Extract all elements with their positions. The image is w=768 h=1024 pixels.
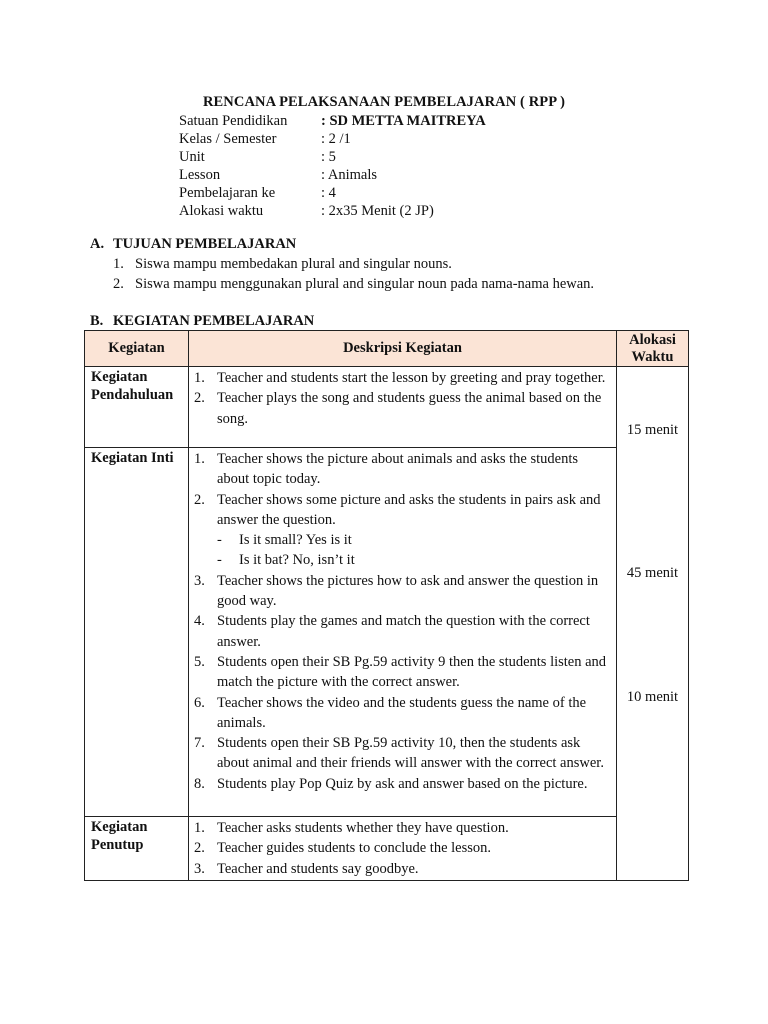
list-number: 1. bbox=[113, 256, 124, 272]
info-value: : 5 bbox=[321, 149, 336, 165]
allocation-pendahuluan: 15 menit bbox=[626, 422, 679, 438]
info-label: Unit bbox=[179, 149, 205, 165]
info-label: Kelas / Semester bbox=[179, 131, 277, 147]
step-text: Teacher shows the pictures how to ask and answer the question in good way. bbox=[217, 572, 599, 610]
step-text: Teacher plays the song and students guess the animal based on the song. bbox=[217, 390, 602, 427]
description-cell bbox=[189, 448, 617, 817]
document-title: RENCANA PELAKSANAAN PEMBELAJARAN ( RPP ) bbox=[202, 94, 566, 110]
step-text: Teacher shows the video and the students guess the name of the animals. bbox=[217, 694, 587, 731]
step-item bbox=[194, 611, 612, 652]
step-item bbox=[194, 490, 612, 531]
step-text: Teacher shows some picture and asks the students in pairs ask and answer the question. bbox=[217, 491, 601, 528]
info-label: Pembelajaran ke bbox=[179, 185, 276, 201]
step-item bbox=[194, 368, 612, 388]
step-item bbox=[194, 571, 612, 612]
step-number: 7. bbox=[194, 735, 205, 752]
step-item bbox=[194, 838, 612, 858]
header-deskripsi: Deskripsi Kegiatan bbox=[189, 331, 617, 367]
header-kegiatan: Kegiatan bbox=[85, 331, 189, 367]
list-text: Siswa mampu menggunakan plural and singular noun pada nama-nama hewan. bbox=[135, 276, 595, 292]
sub-dash: - bbox=[217, 532, 222, 549]
step-number: 3. bbox=[194, 572, 205, 589]
description-cell bbox=[189, 817, 617, 881]
allocation-inti: 45 menit bbox=[626, 565, 679, 581]
sub-item bbox=[194, 530, 612, 550]
table-row bbox=[85, 817, 689, 881]
step-number: 6. bbox=[194, 694, 205, 711]
sub-item bbox=[194, 550, 612, 570]
step-text: Teacher shows the picture about animals and asks the students about topic today. bbox=[217, 451, 578, 488]
info-value: : 4 bbox=[321, 185, 336, 201]
sub-text: Is it bat? No, isn’t it bbox=[239, 552, 355, 569]
step-number: 3. bbox=[194, 860, 205, 877]
step-item bbox=[194, 388, 612, 429]
info-value: : 2 /1 bbox=[321, 131, 351, 147]
step-number: 4. bbox=[194, 613, 205, 630]
description-cell bbox=[189, 367, 617, 448]
step-number: 2. bbox=[194, 491, 205, 508]
step-item bbox=[194, 652, 612, 693]
step-text: Students open their SB Pg.59 activity 9 then the students listen and match the picture with the correct answer. bbox=[217, 653, 607, 691]
step-item bbox=[194, 693, 612, 734]
step-text: Teacher guides students to conclude the lesson. bbox=[217, 840, 492, 857]
section-heading-kegiatan bbox=[90, 313, 314, 330]
sub-dash: - bbox=[217, 552, 222, 569]
step-text: Students open their SB Pg.59 activity 10, then the students ask about animal and their friends will answer with the correct answer. bbox=[217, 735, 604, 772]
step-text: Teacher and students start the lesson by greeting and pray together. bbox=[217, 370, 606, 386]
step-text: Teacher asks students whether they have question. bbox=[217, 820, 509, 836]
info-value: : Animals bbox=[321, 167, 377, 183]
step-number: 1. bbox=[194, 820, 205, 836]
step-number: 1. bbox=[194, 451, 205, 467]
info-label: Lesson bbox=[179, 167, 221, 183]
section-number: B. bbox=[90, 313, 104, 329]
header-alokasi: Alokasi Waktu bbox=[617, 331, 689, 367]
step-item bbox=[194, 859, 612, 879]
step-item bbox=[194, 733, 612, 774]
table-row bbox=[85, 448, 689, 817]
step-text: Students play Pop Quiz by ask and answer based on the picture. bbox=[217, 775, 588, 792]
info-label: Alokasi waktu bbox=[179, 203, 264, 219]
allocation-penutup: 10 menit bbox=[626, 689, 679, 705]
sub-text: Is it small? Yes is it bbox=[239, 532, 352, 549]
section-heading-tujuan bbox=[90, 236, 296, 253]
step-item bbox=[194, 774, 612, 794]
step-number: 2. bbox=[194, 840, 205, 857]
step-item bbox=[194, 818, 612, 838]
section-title: TUJUAN PEMBELAJARAN bbox=[113, 236, 297, 252]
step-number: 5. bbox=[194, 653, 205, 670]
table-header-row bbox=[85, 331, 689, 367]
step-text: Teacher and students say goodbye. bbox=[217, 860, 419, 877]
phase-inti: Kegiatan Inti bbox=[85, 448, 189, 817]
phase-penutup: Kegiatan Penutup bbox=[85, 817, 189, 881]
activity-table bbox=[84, 330, 689, 881]
table-row bbox=[85, 367, 689, 448]
info-value: : 2x35 Menit (2 JP) bbox=[321, 203, 434, 219]
phase-pendahuluan: Kegiatan Pendahuluan bbox=[85, 367, 189, 448]
allocation-cell bbox=[617, 367, 689, 881]
section-number: A. bbox=[90, 236, 105, 252]
list-text: Siswa mampu membedakan plural and singular nouns. bbox=[135, 256, 452, 272]
section-title: KEGIATAN PEMBELAJARAN bbox=[113, 313, 315, 329]
list-number: 2. bbox=[113, 276, 124, 292]
step-number: 1. bbox=[194, 370, 205, 386]
step-text: Students play the games and match the question with the correct answer. bbox=[217, 613, 590, 650]
step-number: 2. bbox=[194, 390, 205, 407]
step-item bbox=[194, 449, 612, 490]
info-value: : SD METTA MAITREYA bbox=[321, 113, 486, 129]
info-label: Satuan Pendidikan bbox=[179, 113, 288, 129]
step-number: 8. bbox=[194, 775, 205, 792]
